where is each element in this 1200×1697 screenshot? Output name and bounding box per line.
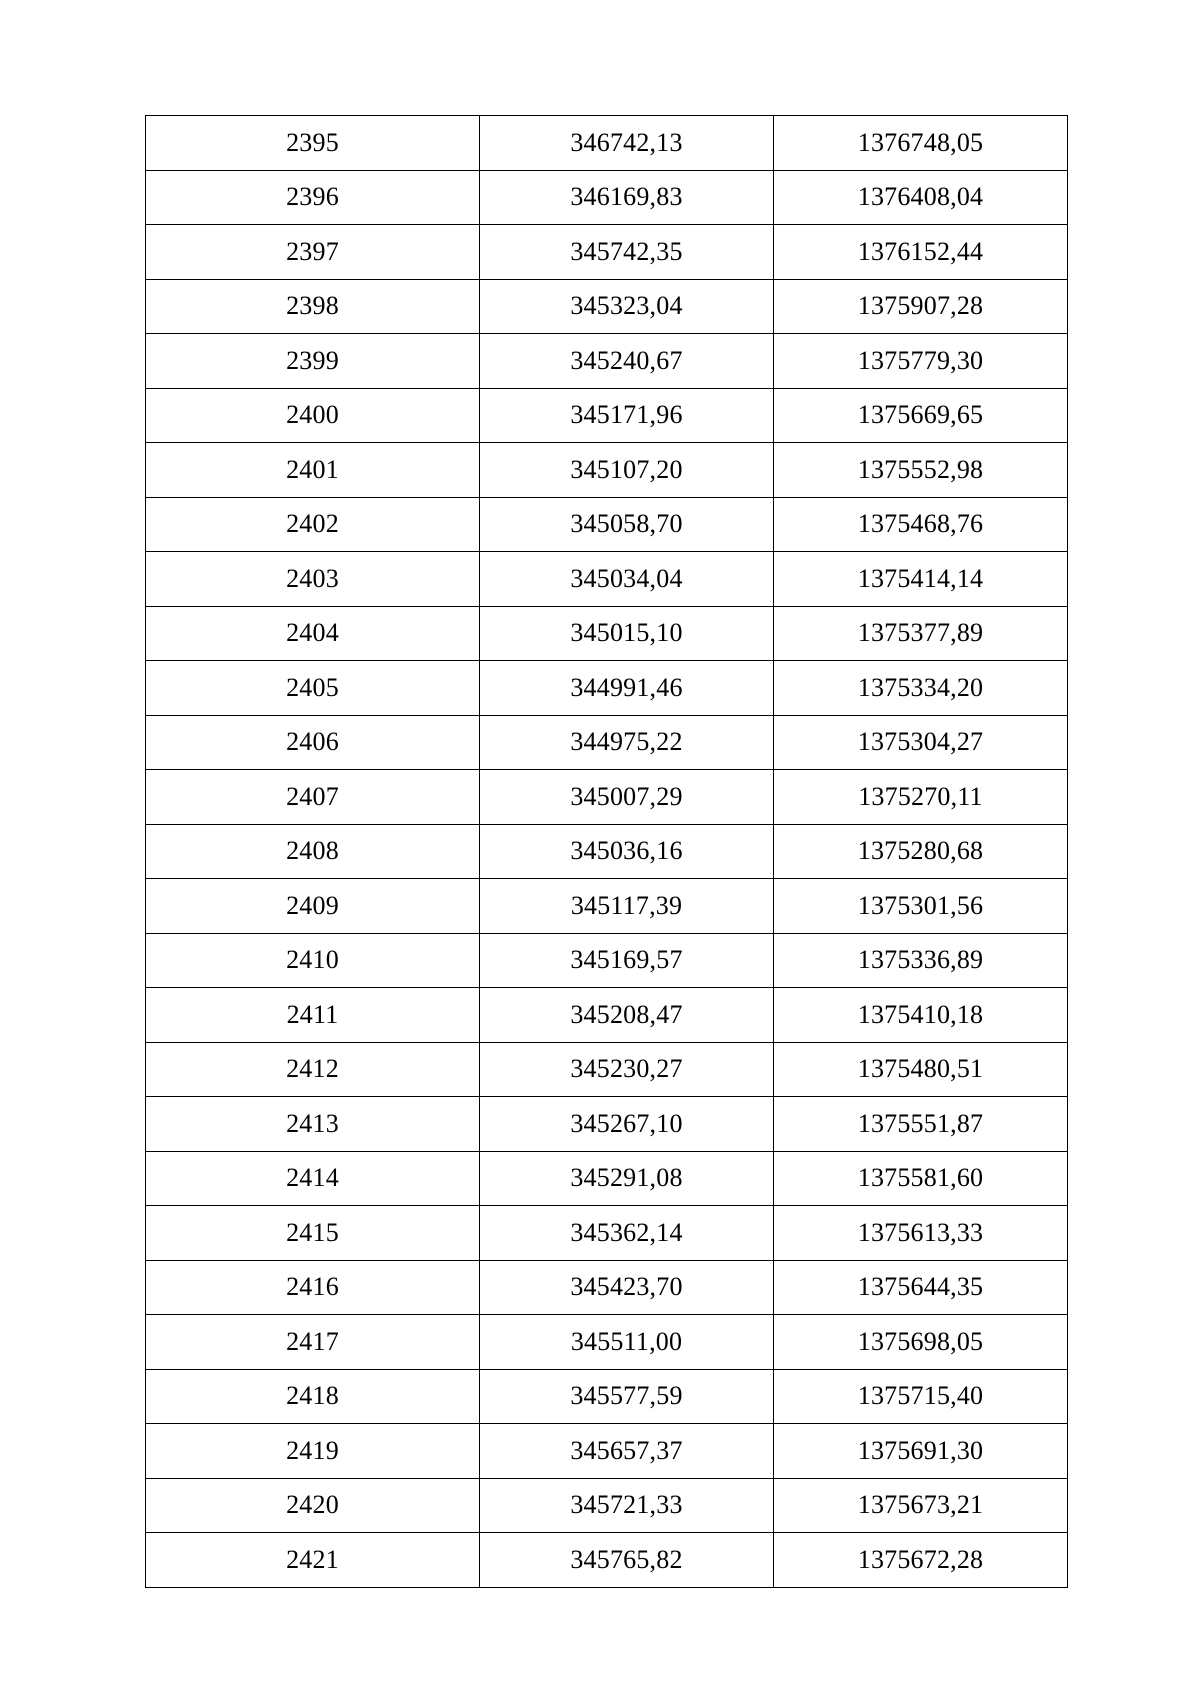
point-number-cell: 2404 <box>146 606 480 661</box>
table-row <box>146 388 1068 443</box>
x-coordinate-cell: 345362,14 <box>480 1206 774 1261</box>
x-coordinate-cell: 345007,29 <box>480 770 774 825</box>
x-coordinate-cell: 345742,35 <box>480 225 774 280</box>
x-coordinate-cell: 345107,20 <box>480 443 774 498</box>
table-row <box>146 1369 1068 1424</box>
x-coordinate-cell: 345240,67 <box>480 334 774 389</box>
table-row <box>146 988 1068 1043</box>
x-coordinate-cell: 345423,70 <box>480 1260 774 1315</box>
y-coordinate-cell: 1375644,35 <box>774 1260 1068 1315</box>
coordinates-table-body <box>146 116 1068 1588</box>
point-number-cell: 2406 <box>146 715 480 770</box>
x-coordinate-cell: 345208,47 <box>480 988 774 1043</box>
table-row <box>146 1151 1068 1206</box>
table-row <box>146 1533 1068 1588</box>
point-number-cell: 2410 <box>146 933 480 988</box>
x-coordinate-cell: 345765,82 <box>480 1533 774 1588</box>
table-row <box>146 770 1068 825</box>
y-coordinate-cell: 1375336,89 <box>774 933 1068 988</box>
table-row <box>146 552 1068 607</box>
table-row <box>146 443 1068 498</box>
x-coordinate-cell: 345171,96 <box>480 388 774 443</box>
point-number-cell: 2399 <box>146 334 480 389</box>
table-row <box>146 116 1068 171</box>
point-number-cell: 2403 <box>146 552 480 607</box>
point-number-cell: 2415 <box>146 1206 480 1261</box>
point-number-cell: 2414 <box>146 1151 480 1206</box>
table-row <box>146 1315 1068 1370</box>
x-coordinate-cell: 344975,22 <box>480 715 774 770</box>
x-coordinate-cell: 345721,33 <box>480 1478 774 1533</box>
table-row <box>146 606 1068 661</box>
y-coordinate-cell: 1375334,20 <box>774 661 1068 716</box>
y-coordinate-cell: 1376408,04 <box>774 170 1068 225</box>
y-coordinate-cell: 1375698,05 <box>774 1315 1068 1370</box>
table-row <box>146 1206 1068 1261</box>
table-row <box>146 933 1068 988</box>
y-coordinate-cell: 1375669,65 <box>774 388 1068 443</box>
coordinates-table <box>145 115 1068 1588</box>
x-coordinate-cell: 345511,00 <box>480 1315 774 1370</box>
point-number-cell: 2402 <box>146 497 480 552</box>
y-coordinate-cell: 1375410,18 <box>774 988 1068 1043</box>
point-number-cell: 2413 <box>146 1097 480 1152</box>
point-number-cell: 2408 <box>146 824 480 879</box>
point-number-cell: 2412 <box>146 1042 480 1097</box>
x-coordinate-cell: 345015,10 <box>480 606 774 661</box>
x-coordinate-cell: 345230,27 <box>480 1042 774 1097</box>
x-coordinate-cell: 345117,39 <box>480 879 774 934</box>
y-coordinate-cell: 1375468,76 <box>774 497 1068 552</box>
y-coordinate-cell: 1375907,28 <box>774 279 1068 334</box>
x-coordinate-cell: 345267,10 <box>480 1097 774 1152</box>
point-number-cell: 2405 <box>146 661 480 716</box>
x-coordinate-cell: 346742,13 <box>480 116 774 171</box>
y-coordinate-cell: 1375280,68 <box>774 824 1068 879</box>
y-coordinate-cell: 1375552,98 <box>774 443 1068 498</box>
x-coordinate-cell: 346169,83 <box>480 170 774 225</box>
x-coordinate-cell: 345169,57 <box>480 933 774 988</box>
point-number-cell: 2400 <box>146 388 480 443</box>
x-coordinate-cell: 345657,37 <box>480 1424 774 1479</box>
y-coordinate-cell: 1375779,30 <box>774 334 1068 389</box>
table-row <box>146 824 1068 879</box>
x-coordinate-cell: 345058,70 <box>480 497 774 552</box>
point-number-cell: 2420 <box>146 1478 480 1533</box>
y-coordinate-cell: 1375691,30 <box>774 1424 1068 1479</box>
table-row <box>146 661 1068 716</box>
table-row <box>146 879 1068 934</box>
point-number-cell: 2421 <box>146 1533 480 1588</box>
x-coordinate-cell: 345577,59 <box>480 1369 774 1424</box>
point-number-cell: 2396 <box>146 170 480 225</box>
point-number-cell: 2419 <box>146 1424 480 1479</box>
y-coordinate-cell: 1375613,33 <box>774 1206 1068 1261</box>
y-coordinate-cell: 1375581,60 <box>774 1151 1068 1206</box>
x-coordinate-cell: 345323,04 <box>480 279 774 334</box>
table-row <box>146 1424 1068 1479</box>
point-number-cell: 2398 <box>146 279 480 334</box>
y-coordinate-cell: 1375301,56 <box>774 879 1068 934</box>
point-number-cell: 2416 <box>146 1260 480 1315</box>
y-coordinate-cell: 1375551,87 <box>774 1097 1068 1152</box>
point-number-cell: 2411 <box>146 988 480 1043</box>
point-number-cell: 2409 <box>146 879 480 934</box>
x-coordinate-cell: 345034,04 <box>480 552 774 607</box>
table-row <box>146 1260 1068 1315</box>
x-coordinate-cell: 345291,08 <box>480 1151 774 1206</box>
x-coordinate-cell: 345036,16 <box>480 824 774 879</box>
y-coordinate-cell: 1375270,11 <box>774 770 1068 825</box>
table-row <box>146 279 1068 334</box>
table-row <box>146 715 1068 770</box>
x-coordinate-cell: 344991,46 <box>480 661 774 716</box>
y-coordinate-cell: 1376152,44 <box>774 225 1068 280</box>
table-row <box>146 1042 1068 1097</box>
y-coordinate-cell: 1375673,21 <box>774 1478 1068 1533</box>
y-coordinate-cell: 1376748,05 <box>774 116 1068 171</box>
point-number-cell: 2418 <box>146 1369 480 1424</box>
y-coordinate-cell: 1375414,14 <box>774 552 1068 607</box>
y-coordinate-cell: 1375377,89 <box>774 606 1068 661</box>
point-number-cell: 2417 <box>146 1315 480 1370</box>
y-coordinate-cell: 1375672,28 <box>774 1533 1068 1588</box>
y-coordinate-cell: 1375480,51 <box>774 1042 1068 1097</box>
y-coordinate-cell: 1375715,40 <box>774 1369 1068 1424</box>
table-row <box>146 497 1068 552</box>
table-row <box>146 334 1068 389</box>
table-row <box>146 170 1068 225</box>
table-row <box>146 1097 1068 1152</box>
point-number-cell: 2401 <box>146 443 480 498</box>
point-number-cell: 2407 <box>146 770 480 825</box>
table-row <box>146 1478 1068 1533</box>
point-number-cell: 2397 <box>146 225 480 280</box>
point-number-cell: 2395 <box>146 116 480 171</box>
table-row <box>146 225 1068 280</box>
y-coordinate-cell: 1375304,27 <box>774 715 1068 770</box>
